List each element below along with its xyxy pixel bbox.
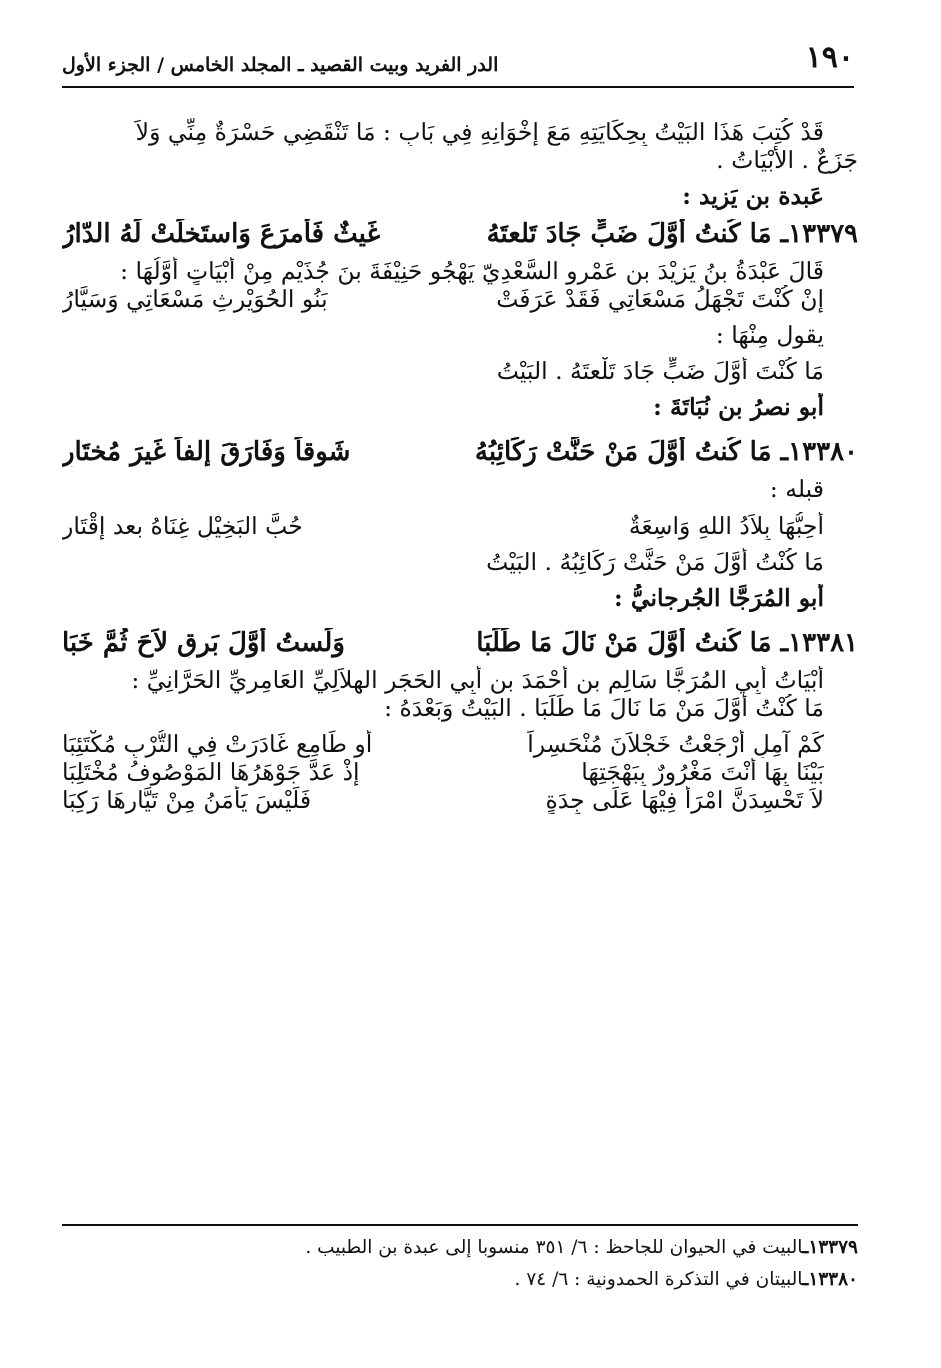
footnote (62, 1264, 858, 1296)
main-text (62, 118, 858, 814)
quoted-verse (62, 285, 858, 313)
verse-hemistich: أَو طَامِعٍ غَادَرَتْ فِي التُّرْبِ مُكْتَئِبَا (62, 730, 373, 759)
verse-hemistich: وَلَستُ أَوَّلَ بَرقٍ لاَحَ ثُمَّ خَبَا (62, 627, 345, 658)
footnote-number: ١٣٣٨٠ـ (802, 1269, 858, 1291)
verse-hemistich: أُحِبُّهَا بِلاَدُ اللهِ وَاسِعَةٌ (628, 511, 824, 540)
intro-line: قَدْ كُتِبَ هَذَا البَيْتُ بِحِكَايَتِهِ مَعَ إِخْوَانِهِ فِي بَابِ : مَا تَنْقَضِي حَسْرَةٌ مِنِّي وَلاَ (135, 118, 824, 146)
footnote (62, 1232, 858, 1264)
verse-hemistich: إِذْ عَدَّ جَوْهَرُهَا المَوْصُوفُ مُخْتَلِبَا (62, 758, 360, 787)
quoted-verse (62, 758, 858, 786)
footnote-number: ١٣٣٧٩ـ (802, 1237, 858, 1258)
poet-name: أبو المُرَجَّا الجُرجانيُّ : (614, 583, 824, 612)
verse-hemistich: شَوقاً وَفَارَقَ إِلفاً غَيرَ مُختَارِ (62, 437, 351, 468)
verse-1381 (62, 628, 858, 658)
verse-hemistich: ١٣٣٨٠ـ مَا كُنتُ أَوَّلَ مَنْ حَنَّتْ رَكَائِبُهُ (474, 437, 858, 468)
verse-hemistich: بَنُو الحُوَيْرِثِ مَسْعَاتِي وَسَيَّارُ (62, 284, 328, 313)
verse-hemistich: إِنْ كُنْتَ تَجْهَلُ مَسْعَاتِي فَقَدْ عَرَفَتْ (496, 284, 824, 313)
commentary-line: مَا كُنْتُ أَوَّلَ مَنْ حَنَّتْ رَكَائِبُهُ . البَيْتُ (486, 547, 824, 576)
verse-hemistich: ١٣٣٧٩ـ مَا كُنتُ أَوَّلَ ضَبٍّ جَادَ تَلعتَهُ (486, 218, 858, 249)
verse-1379 (62, 219, 858, 249)
footnote-text: البيت في الحيوان للجاحظ : ٦/ ٣٥١ منسوبا إلى عبدة بن الطبيب . (305, 1237, 803, 1258)
commentary-line: أَبْيَاتُ أَبِي المُرَجَّا سَالِمِ بن أَحْمَدَ بن أَبِي الحَجَرِ الهِلاَلِيِّ العَامِرِيِّ الحَرَّانِيِّ : (131, 665, 824, 694)
commentary-line: مَا كُنْتُ أَوَّلَ مَنْ مَا نَالَ مَا طَلَبَا . البَيْتُ وَبَعْدَهُ : (384, 694, 824, 723)
verse-hemistich: كَمْ آمِلٍ أَرْجَعْتُ خَجْلاَنَ مُنْحَسِراً (527, 730, 824, 759)
footnote-text: البيتان في التذكرة الحمدونية : ٦/ ٧٤ . (514, 1269, 803, 1291)
footnote-divider (62, 1224, 858, 1226)
page-number: ١٩٠ (805, 40, 854, 75)
poet-name: أبو نصرُ بن نُبَاتَةَ : (653, 393, 824, 422)
footnotes (62, 1232, 858, 1297)
page-header (62, 40, 854, 88)
verse-hemistich: غَيثٌ فَأَمرَعَ وَاستَخلَتْ لَهُ الدّارُ (62, 218, 381, 249)
verse-1380 (62, 437, 858, 467)
poet-name: عَبدة بن يَزيد : (682, 182, 824, 211)
commentary-line: يقول مِنْهَا : (715, 320, 824, 349)
verse-hemistich: ١٣٣٨١ـ مَا كُنتُ أَوَّلَ مَنْ نَالَ مَا طَلَبَا (476, 627, 858, 658)
commentary-line: مَا كُنْتَ أَوَّلَ ضَبٍّ جَادَ تَلْعتَهُ . البَيْتُ (496, 356, 824, 385)
commentary-line: قبله : (769, 475, 824, 504)
verse-hemistich: حُبَّ البَخِيْلِ غِنَاهُ بعد إِقْتَارِ (62, 511, 303, 540)
intro-line: جَزَعٌ . الأَبْيَاتُ . (716, 146, 858, 175)
quoted-verse (62, 786, 858, 814)
verse-hemistich: لاَ تَحْسِدَنَّ امْرَأً فِيْهَا عَلَى جِدَةٍ (545, 786, 824, 815)
verse-hemistich: بَيْنَا بِهَا أَنْتَ مَغْرُورٌ بِبَهْجَتِهَا (581, 758, 824, 787)
commentary-line: قَالَ عَبْدَةُ بنُ يَزِيْدَ بن عَمْروٍ السَّعْدِيّ يَهْجُو حَنِيْفَةَ بنَ جُذَيْمٍ مِنْ أَبْيَاتٍ أَوَّلُهَا : (120, 256, 824, 285)
verse-hemistich: فَلَيْسَ يَأْمَنُ مِنْ تَيَّارِهَا رَكِبَا (62, 786, 312, 815)
running-title: الدر الفريد وبيت القصيد ـ المجلد الخامس / الجزء الأول (62, 54, 499, 76)
quoted-verse (62, 512, 858, 540)
quoted-verse (62, 730, 858, 758)
